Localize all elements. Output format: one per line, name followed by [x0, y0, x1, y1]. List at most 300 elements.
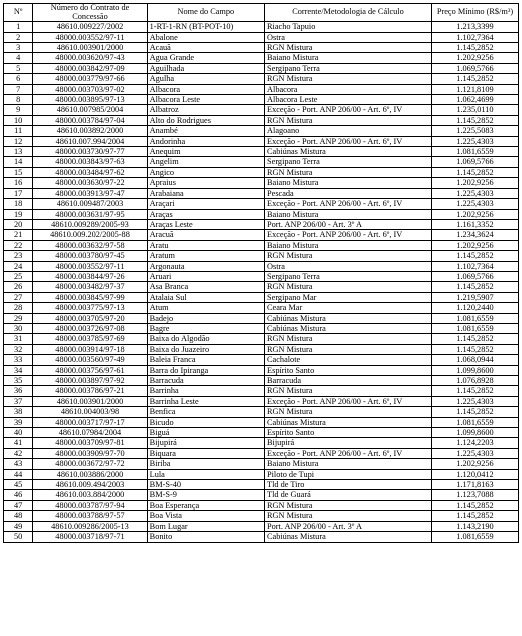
field-name: Bagre — [147, 323, 264, 333]
field-name: Aruari — [147, 271, 264, 281]
field-name: Agulha — [147, 74, 264, 84]
contract-number: 48000.003897/97-92 — [33, 376, 147, 386]
contract-number: 48000.003484/97-62 — [33, 167, 147, 177]
table-row — [4, 292, 519, 302]
contract-number: 48000.003786/97-21 — [33, 386, 147, 396]
field-name: Albatroz — [147, 105, 264, 115]
min-price: 1.145,2852 — [431, 282, 518, 292]
field-name: Boa Esperança — [147, 500, 264, 510]
row-number: 33 — [4, 355, 33, 365]
method: RGN Mistura — [265, 251, 432, 261]
field-name: Benfica — [147, 407, 264, 417]
table-row — [4, 459, 519, 469]
table-row — [4, 500, 519, 510]
row-number: 17 — [4, 188, 33, 198]
method: Baiano Mistura — [265, 209, 432, 219]
method: Piloto de Tupi — [265, 469, 432, 479]
min-price: 1.161,3352 — [431, 219, 518, 229]
table-row — [4, 95, 519, 105]
field-name: Bicudo — [147, 417, 264, 427]
method: Cabiúnas Mistura — [265, 323, 432, 333]
method: Exceção - Port. ANP 206/00 - Art. 6º, IV — [265, 136, 432, 146]
method: Albacora Leste — [265, 95, 432, 105]
row-number: 4 — [4, 53, 33, 63]
min-price: 1.145,2852 — [431, 500, 518, 510]
contract-number: 48000.003718/97-71 — [33, 532, 147, 542]
table-row — [4, 188, 519, 198]
contract-number: 48610.009286/2005-13 — [33, 521, 147, 531]
row-number: 50 — [4, 532, 33, 542]
field-name: Albacora Leste — [147, 95, 264, 105]
field-name: Biriba — [147, 459, 264, 469]
min-price: 1.145,2852 — [431, 43, 518, 53]
contract-number: 48000.003703/97-02 — [33, 84, 147, 94]
table-row — [4, 365, 519, 375]
contract-number: 48000.003709/97-81 — [33, 438, 147, 448]
header-number: Nº — [4, 4, 33, 22]
contract-number: 48610.07984/2004 — [33, 428, 147, 438]
row-number: 42 — [4, 448, 33, 458]
row-number: 35 — [4, 376, 33, 386]
row-number: 1 — [4, 22, 33, 32]
table-row — [4, 469, 519, 479]
field-name: Baixa do Juazeiro — [147, 344, 264, 354]
min-price: 1.219,5907 — [431, 292, 518, 302]
min-price: 1.143,2190 — [431, 521, 518, 531]
field-name: Barracuda — [147, 376, 264, 386]
contract-number: 48000.003784/97-04 — [33, 115, 147, 125]
min-price: 1.225,4303 — [431, 199, 518, 209]
field-name: BM-S-40 — [147, 480, 264, 490]
row-number: 3 — [4, 43, 33, 53]
min-price: 1.145,2852 — [431, 334, 518, 344]
field-name: Bonito — [147, 532, 264, 542]
min-price: 1.121,8109 — [431, 84, 518, 94]
method: Cabiúnas Mistura — [265, 147, 432, 157]
row-number: 36 — [4, 386, 33, 396]
min-price: 1.145,2852 — [431, 74, 518, 84]
row-number: 43 — [4, 459, 33, 469]
method: Barracuda — [265, 376, 432, 386]
contract-number: 48000.003672/97-72 — [33, 459, 147, 469]
table-row — [4, 178, 519, 188]
row-number: 25 — [4, 271, 33, 281]
min-price: 1.120,0412 — [431, 469, 518, 479]
price-table-sheet — [3, 3, 519, 543]
contract-number: 48000.003620/97-43 — [33, 53, 147, 63]
contract-number: 48610.009.202/2005-88 — [33, 230, 147, 240]
min-price: 1.124,2203 — [431, 438, 518, 448]
table-row — [4, 386, 519, 396]
method: Alagoano — [265, 126, 432, 136]
method: RGN Mistura — [265, 500, 432, 510]
min-price: 1.068,0944 — [431, 355, 518, 365]
table-row — [4, 74, 519, 84]
table-row — [4, 43, 519, 53]
contract-number: 48610.007985/2004 — [33, 105, 147, 115]
field-name: Albacora — [147, 84, 264, 94]
header-field-name: Nome do Campo — [147, 4, 264, 22]
min-price: 1.145,2852 — [431, 115, 518, 125]
min-price: 1.081,6559 — [431, 532, 518, 542]
contract-number: 48000.003895/97-13 — [33, 95, 147, 105]
row-number: 20 — [4, 219, 33, 229]
method: Sergipano Mar — [265, 292, 432, 302]
method: Espírito Santo — [265, 428, 432, 438]
row-number: 5 — [4, 63, 33, 73]
min-price: 1.099,8600 — [431, 365, 518, 375]
min-price: 1.099,8600 — [431, 428, 518, 438]
min-price: 1.102,7364 — [431, 32, 518, 42]
min-price: 1.081,6559 — [431, 147, 518, 157]
min-price: 1.081,6559 — [431, 417, 518, 427]
contract-number: 48000.003842/97-09 — [33, 63, 147, 73]
min-price: 1.145,2852 — [431, 511, 518, 521]
table-row — [4, 167, 519, 177]
table-header-row — [4, 4, 519, 22]
row-number: 2 — [4, 32, 33, 42]
min-price: 1.069,5766 — [431, 157, 518, 167]
min-price: 1.081,6559 — [431, 313, 518, 323]
method: Albacora — [265, 84, 432, 94]
min-price: 1.202,9256 — [431, 178, 518, 188]
method: Bijupirá — [265, 438, 432, 448]
row-number: 11 — [4, 126, 33, 136]
method: RGN Mistura — [265, 167, 432, 177]
min-price: 1.145,2852 — [431, 386, 518, 396]
method: Ceara Mar — [265, 303, 432, 313]
min-price: 1.225,4303 — [431, 396, 518, 406]
method: Exceção - Port. ANP 206/00 - Art. 6º, IV — [265, 448, 432, 458]
method: Cachalote — [265, 355, 432, 365]
method: Exceção - Port. ANP 206/00 - Art. 6º, IV — [265, 396, 432, 406]
min-price: 1.069,5766 — [431, 271, 518, 281]
table-row — [4, 521, 519, 531]
table-row — [4, 532, 519, 542]
table-row — [4, 115, 519, 125]
min-price: 1.076,8928 — [431, 376, 518, 386]
contract-number: 48000.003845/97-99 — [33, 292, 147, 302]
min-price: 1.081,6559 — [431, 323, 518, 333]
row-number: 41 — [4, 438, 33, 448]
min-price: 1.062,4699 — [431, 95, 518, 105]
method: RGN Mistura — [265, 407, 432, 417]
table-row — [4, 313, 519, 323]
method: Tld de Guará — [265, 490, 432, 500]
min-price: 1.235,0110 — [431, 105, 518, 115]
contract-number: 48610.009289/2005-93 — [33, 219, 147, 229]
field-name: Biguá — [147, 428, 264, 438]
table-row — [4, 480, 519, 490]
field-name: Lula — [147, 469, 264, 479]
method: RGN Mistura — [265, 43, 432, 53]
field-name: Aguilhada — [147, 63, 264, 73]
min-price: 1.123,7088 — [431, 490, 518, 500]
field-name: Aratum — [147, 251, 264, 261]
header-method: Corrente/Metodologia de Cálculo — [265, 4, 432, 22]
table-row — [4, 157, 519, 167]
method: RGN Mistura — [265, 511, 432, 521]
row-number: 21 — [4, 230, 33, 240]
field-name: Anambé — [147, 126, 264, 136]
contract-number: 48000.003726/97-08 — [33, 323, 147, 333]
row-number: 30 — [4, 323, 33, 333]
min-price: 1.225,5083 — [431, 126, 518, 136]
table-row — [4, 126, 519, 136]
row-number: 49 — [4, 521, 33, 531]
row-number: 34 — [4, 365, 33, 375]
row-number: 9 — [4, 105, 33, 115]
row-number: 26 — [4, 282, 33, 292]
method: Tld de Tiro — [265, 480, 432, 490]
field-name: Alto do Rodrigues — [147, 115, 264, 125]
table-row — [4, 407, 519, 417]
table-body — [4, 22, 519, 542]
field-name: Araças — [147, 209, 264, 219]
header-contract: Número do Contrato de Concessão — [33, 4, 147, 22]
contract-number: 48610.003901/2000 — [33, 396, 147, 406]
contract-number: 48000.003482/97-37 — [33, 282, 147, 292]
method: RGN Mistura — [265, 386, 432, 396]
row-number: 8 — [4, 95, 33, 105]
field-name: Badejo — [147, 313, 264, 323]
contract-number: 48610.009.494/2003 — [33, 480, 147, 490]
field-name: Baixa do Algodão — [147, 334, 264, 344]
row-number: 44 — [4, 469, 33, 479]
field-name: Abalone — [147, 32, 264, 42]
field-name: Acauã — [147, 43, 264, 53]
method: Sergipano Terra — [265, 63, 432, 73]
min-price: 1.145,2852 — [431, 344, 518, 354]
method: Baiano Mistura — [265, 53, 432, 63]
contract-number: 48000.003552/97-11 — [33, 261, 147, 271]
field-name: Boa Vista — [147, 511, 264, 521]
min-price: 1.069,5766 — [431, 63, 518, 73]
field-name: Agua Grande — [147, 53, 264, 63]
row-number: 39 — [4, 417, 33, 427]
contract-number: 48000.003717/97-17 — [33, 417, 147, 427]
table-row — [4, 511, 519, 521]
table-row — [4, 136, 519, 146]
field-name: Argonauta — [147, 261, 264, 271]
table-row — [4, 32, 519, 42]
table-row — [4, 22, 519, 32]
field-name: Angelim — [147, 157, 264, 167]
contract-number: 48000.003705/97-20 — [33, 313, 147, 323]
row-number: 16 — [4, 178, 33, 188]
table-row — [4, 490, 519, 500]
contract-number: 48610.009487/2003 — [33, 199, 147, 209]
field-name: Apraius — [147, 178, 264, 188]
method: Cabiúnas Mistura — [265, 417, 432, 427]
method: Port. ANP 206/00 - Art. 3º A — [265, 521, 432, 531]
table-row — [4, 448, 519, 458]
table-row — [4, 219, 519, 229]
row-number: 40 — [4, 428, 33, 438]
method: Ostra — [265, 261, 432, 271]
field-name: BM-S-9 — [147, 490, 264, 500]
min-price: 1.202,9256 — [431, 53, 518, 63]
contract-number: 48000.003775/97-13 — [33, 303, 147, 313]
table-row — [4, 105, 519, 115]
table-row — [4, 376, 519, 386]
row-number: 46 — [4, 490, 33, 500]
field-name: Asa Branca — [147, 282, 264, 292]
min-price: 1.202,9256 — [431, 240, 518, 250]
field-name: 1-RT-1-RN (BT-POT-10) — [147, 22, 264, 32]
field-name: Bom Lugar — [147, 521, 264, 531]
field-name: Andorinha — [147, 136, 264, 146]
field-name: Barra do Ipiranga — [147, 365, 264, 375]
contract-number: 48000.003914/97-18 — [33, 344, 147, 354]
contract-number: 48000.003788/97-57 — [33, 511, 147, 521]
row-number: 32 — [4, 344, 33, 354]
contract-number: 48610.007.994/2004 — [33, 136, 147, 146]
method: Baiano Mistura — [265, 459, 432, 469]
table-row — [4, 261, 519, 271]
method: Ostra — [265, 32, 432, 42]
contract-number: 48000.003560/97-49 — [33, 355, 147, 365]
row-number: 38 — [4, 407, 33, 417]
field-name: Baleia Franca — [147, 355, 264, 365]
method: RGN Mistura — [265, 334, 432, 344]
min-price: 1.171,8163 — [431, 480, 518, 490]
row-number: 15 — [4, 167, 33, 177]
min-price: 1.202,9256 — [431, 459, 518, 469]
row-number: 47 — [4, 500, 33, 510]
field-name: Biquara — [147, 448, 264, 458]
field-name: Araças Leste — [147, 219, 264, 229]
row-number: 28 — [4, 303, 33, 313]
contract-number: 48000.003552/97-11 — [33, 32, 147, 42]
contract-number: 48000.003913/97-47 — [33, 188, 147, 198]
field-name: Angico — [147, 167, 264, 177]
price-table — [3, 3, 519, 543]
contract-number: 48610.003.884/2000 — [33, 490, 147, 500]
table-row — [4, 303, 519, 313]
field-name: Arabaiana — [147, 188, 264, 198]
row-number: 27 — [4, 292, 33, 302]
contract-number: 48000.003909/97-70 — [33, 448, 147, 458]
table-row — [4, 240, 519, 250]
min-price: 1.145,2852 — [431, 167, 518, 177]
field-name: Atalaia Sul — [147, 292, 264, 302]
table-row — [4, 334, 519, 344]
method: Pescada — [265, 188, 432, 198]
table-row — [4, 428, 519, 438]
min-price: 1.202,9256 — [431, 209, 518, 219]
row-number: 23 — [4, 251, 33, 261]
min-price: 1.213,3399 — [431, 22, 518, 32]
contract-number: 48610.003892/2000 — [33, 126, 147, 136]
method: Cabiúnas Mistura — [265, 532, 432, 542]
min-price: 1.102,7364 — [431, 261, 518, 271]
method: Espírito Santo — [265, 365, 432, 375]
table-row — [4, 355, 519, 365]
row-number: 14 — [4, 157, 33, 167]
field-name: Bijupirá — [147, 438, 264, 448]
row-number: 37 — [4, 396, 33, 406]
table-row — [4, 53, 519, 63]
method: Riacho Tapuio — [265, 22, 432, 32]
row-number: 24 — [4, 261, 33, 271]
method: Cabiúnas Mistura — [265, 313, 432, 323]
contract-number: 48000.003843/97-63 — [33, 157, 147, 167]
table-row — [4, 344, 519, 354]
table-row — [4, 282, 519, 292]
table-row — [4, 230, 519, 240]
table-row — [4, 438, 519, 448]
method: Baiano Mistura — [265, 178, 432, 188]
field-name: Barrinha — [147, 386, 264, 396]
contract-number: 48610.009227/2002 — [33, 22, 147, 32]
contract-number: 48000.003730/97-77 — [33, 147, 147, 157]
contract-number: 48000.003779/97-66 — [33, 74, 147, 84]
row-number: 29 — [4, 313, 33, 323]
row-number: 10 — [4, 115, 33, 125]
header-min-price: Preço Mínimo (R$/m³) — [431, 4, 518, 22]
contract-number: 48000.003756/97-61 — [33, 365, 147, 375]
field-name: Aratu — [147, 240, 264, 250]
min-price: 1.145,2852 — [431, 407, 518, 417]
method: Baiano Mistura — [265, 240, 432, 250]
row-number: 45 — [4, 480, 33, 490]
method: RGN Mistura — [265, 344, 432, 354]
table-row — [4, 199, 519, 209]
table-row — [4, 84, 519, 94]
min-price: 1.234,3624 — [431, 230, 518, 240]
min-price: 1.225,4303 — [431, 136, 518, 146]
table-row — [4, 209, 519, 219]
method: RGN Mistura — [265, 115, 432, 125]
row-number: 22 — [4, 240, 33, 250]
min-price: 1.225,4303 — [431, 448, 518, 458]
row-number: 48 — [4, 511, 33, 521]
row-number: 7 — [4, 84, 33, 94]
row-number: 13 — [4, 147, 33, 157]
method: Exceção - Port. ANP 206/00 - Art. 6º, IV — [265, 105, 432, 115]
method: Sergipano Terra — [265, 157, 432, 167]
method: RGN Mistura — [265, 74, 432, 84]
table-row — [4, 251, 519, 261]
field-name: Atum — [147, 303, 264, 313]
row-number: 31 — [4, 334, 33, 344]
method: Exceção - Port. ANP 206/00 - Art. 6º, IV — [265, 199, 432, 209]
field-name: Barrinha Leste — [147, 396, 264, 406]
row-number: 18 — [4, 199, 33, 209]
min-price: 1.120,2440 — [431, 303, 518, 313]
method: Exceção - Port. ANP 206/00 - Art. 6º, IV — [265, 230, 432, 240]
contract-number: 48000.003844/97-26 — [33, 271, 147, 281]
contract-number: 48000.003780/97-45 — [33, 251, 147, 261]
contract-number: 48610.004003/98 — [33, 407, 147, 417]
table-row — [4, 271, 519, 281]
contract-number: 48610.003886/2000 — [33, 469, 147, 479]
row-number: 12 — [4, 136, 33, 146]
field-name: Araçari — [147, 199, 264, 209]
contract-number: 48000.003630/97-22 — [33, 178, 147, 188]
contract-number: 48000.003787/97-94 — [33, 500, 147, 510]
method: RGN Mistura — [265, 282, 432, 292]
table-row — [4, 417, 519, 427]
min-price: 1.145,2852 — [431, 251, 518, 261]
row-number: 19 — [4, 209, 33, 219]
contract-number: 48610.003901/2000 — [33, 43, 147, 53]
method: Port. ANP 206/00 - Art. 3º A — [265, 219, 432, 229]
table-row — [4, 323, 519, 333]
field-name: Anequim — [147, 147, 264, 157]
table-row — [4, 63, 519, 73]
